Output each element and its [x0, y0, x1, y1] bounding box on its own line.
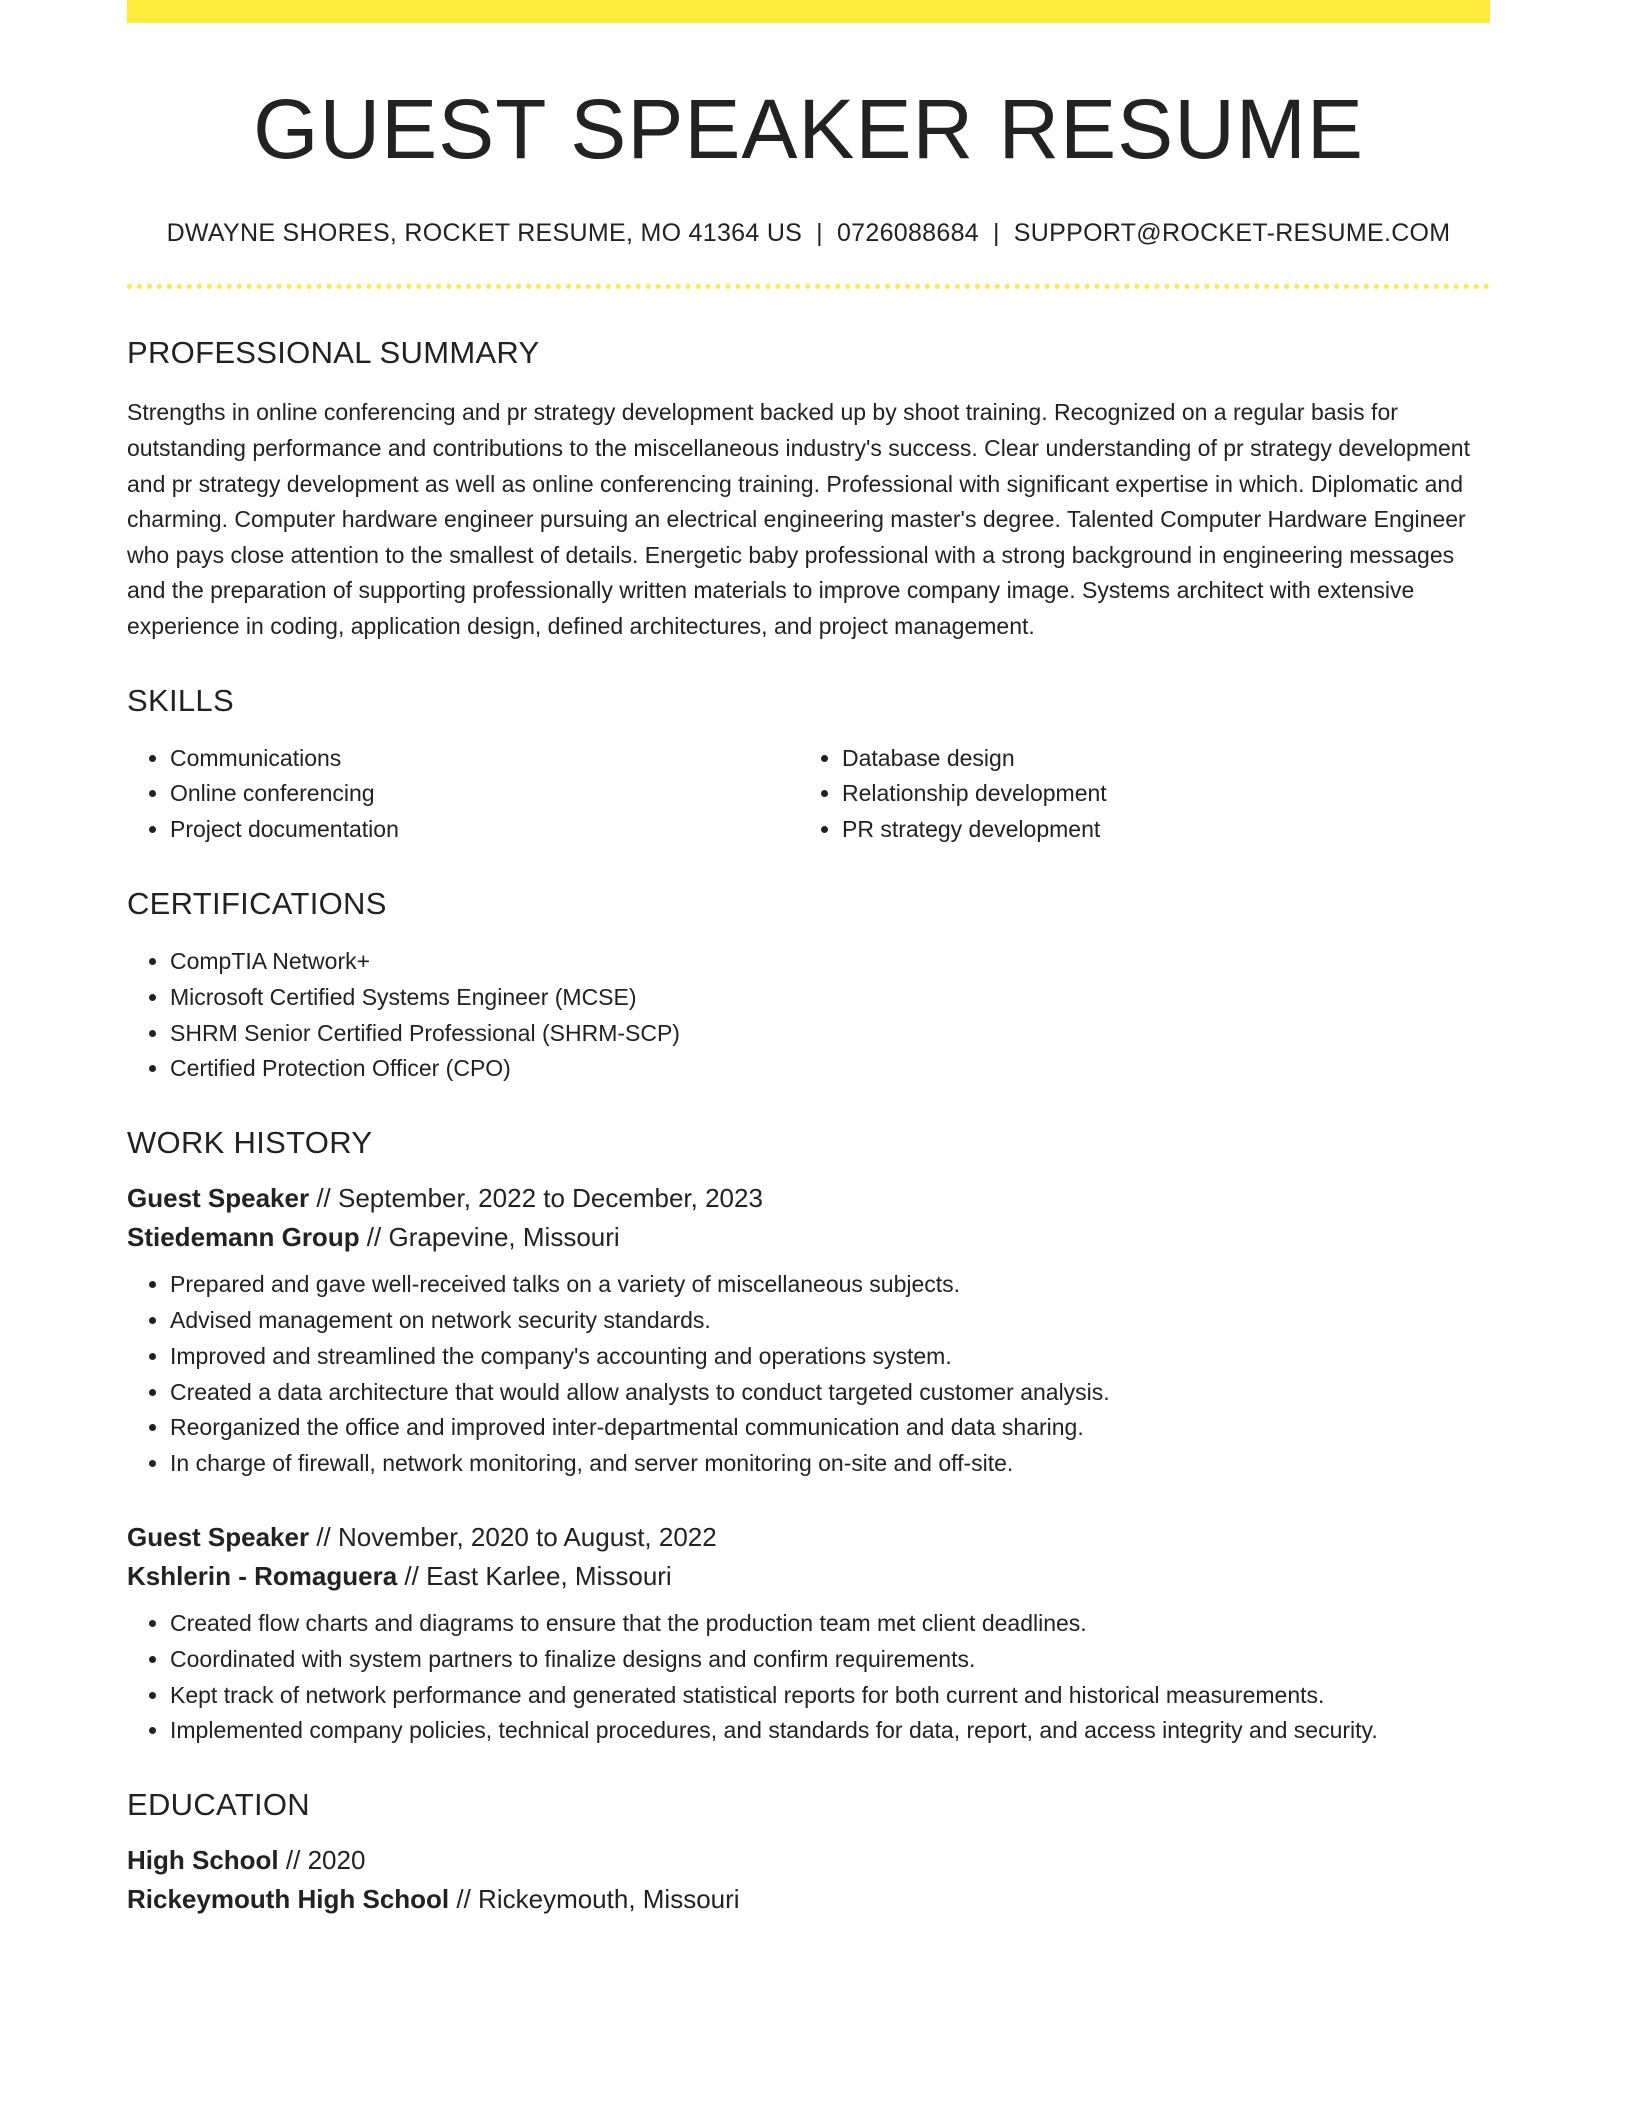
job-company-line	[127, 1218, 1490, 1257]
job-bullet: • Prepared and gave well-received talks on a variety of miscellaneous subjects.	[170, 1267, 1490, 1303]
education-heading: EDUCATION	[127, 1787, 310, 1823]
certifications-heading: CERTIFICATIONS	[127, 885, 387, 921]
job-entry	[127, 1179, 1490, 1482]
job-location: // East Karlee, Missouri	[397, 1560, 672, 1591]
skills-heading: SKILLS	[127, 682, 234, 718]
job-company-line	[127, 1557, 1490, 1596]
job-dates: // November, 2020 to August, 2022	[309, 1521, 717, 1552]
job-title: Guest Speaker	[127, 1183, 310, 1214]
dotted-divider	[127, 284, 1490, 289]
skills-list-right	[799, 741, 1471, 848]
job-dates: // September, 2022 to December, 2023	[309, 1183, 763, 1214]
job-title: Guest Speaker	[127, 1521, 310, 1552]
job-bullet: • Advised management on network security standards.	[170, 1303, 1490, 1339]
contact-email: SUPPORT@ROCKET-RESUME.COM	[1013, 219, 1451, 248]
job-bullet: • Created a data architecture that would allow analysts to conduct targeted customer analysis.	[170, 1375, 1490, 1411]
skills-column-left	[127, 741, 799, 848]
job-company: Stiedemann Group	[127, 1222, 360, 1253]
certifications-list	[127, 944, 1490, 1087]
job-bullet: • Reorganized the office and improved inter-departmental communication and data sharing.	[170, 1410, 1490, 1446]
job-bullet: • In charge of firewall, network monitoring, and server monitoring on-site and off-site.	[170, 1446, 1490, 1482]
job-bullet: • Kept track of network performance and generated statistical reports for both current and historical measurements.	[170, 1678, 1490, 1714]
skills-column-right	[799, 741, 1471, 848]
certification-item: • Microsoft Certified Systems Engineer (MCSE)	[170, 980, 1490, 1016]
resume-page	[127, 0, 1490, 1919]
contact-address: DWAYNE SHORES, ROCKET RESUME, MO 41364 US	[166, 219, 803, 248]
job-location: // Grapevine, Missouri	[359, 1222, 620, 1253]
skills-list-left	[127, 741, 799, 848]
education-degree-line	[127, 1841, 1490, 1880]
education-location: // Rickeymouth, Missouri	[449, 1884, 740, 1915]
education-school-line	[127, 1880, 1490, 1919]
education-degree: High School	[127, 1845, 279, 1876]
skills-grid	[127, 741, 1490, 848]
resume-title: GUEST SPEAKER RESUME	[253, 82, 1364, 176]
job-bullets	[127, 1606, 1490, 1749]
skill-item: • Project documentation	[170, 812, 799, 848]
education-school: Rickeymouth High School	[127, 1884, 450, 1915]
job-title-line	[127, 1518, 1490, 1557]
work-history-heading: WORK HISTORY	[127, 1125, 373, 1161]
job-bullet: • Implemented company policies, technical procedures, and standards for data, report, and access integrity and security.	[170, 1713, 1490, 1749]
accent-top-bar	[127, 0, 1490, 23]
job-entry	[127, 1518, 1490, 1749]
education-entry	[127, 1841, 1490, 1919]
contact-line	[127, 219, 1490, 248]
job-bullet: • Improved and streamlined the company's accounting and operations system.	[170, 1339, 1490, 1375]
skill-item: • PR strategy development	[842, 812, 1471, 848]
job-company: Kshlerin - Romaguera	[127, 1560, 398, 1591]
contact-phone: 0726088684	[836, 219, 979, 248]
skill-item: • Relationship development	[842, 776, 1471, 812]
certification-item: • Certified Protection Officer (CPO)	[170, 1051, 1490, 1087]
job-title-line	[127, 1179, 1490, 1218]
certification-item: • SHRM Senior Certified Professional (SHRM-SCP)	[170, 1016, 1490, 1052]
skill-item: • Online conferencing	[170, 776, 799, 812]
summary-text: Strengths in online conferencing and pr strategy development backed up by shoot training. Recognized on a regular basis for outstanding performance and contributions to the miscellaneous industry's success. Clear understanding of pr strategy development and pr strategy development as well as online conferencing training. Professional with significant expertise in which. Diplomatic and charming. Computer hardware engineer pursuing an electrical engineering master's degree. Talented Computer Hardware Engineer who pays close attention to the smallest of details. Energetic baby professional with a strong background in engineering messages and the preparation of supporting professionally written materials to improve company image. Systems architect with extensive experience in coding, application design, defined architectures, and project management.	[127, 399, 1470, 639]
job-bullet: • Created flow charts and diagrams to ensure that the production team met client deadlines.	[170, 1606, 1490, 1642]
contact-separator: |	[816, 219, 823, 248]
job-bullets	[127, 1267, 1490, 1482]
summary-heading: PROFESSIONAL SUMMARY	[127, 335, 540, 371]
job-bullet: • Coordinated with system partners to finalize designs and confirm requirements.	[170, 1642, 1490, 1678]
education-year: // 2020	[278, 1845, 366, 1876]
skill-item: • Database design	[842, 741, 1471, 777]
skill-item: • Communications	[170, 741, 799, 777]
contact-separator: |	[993, 219, 1000, 248]
certification-item: • CompTIA Network+	[170, 944, 1490, 980]
